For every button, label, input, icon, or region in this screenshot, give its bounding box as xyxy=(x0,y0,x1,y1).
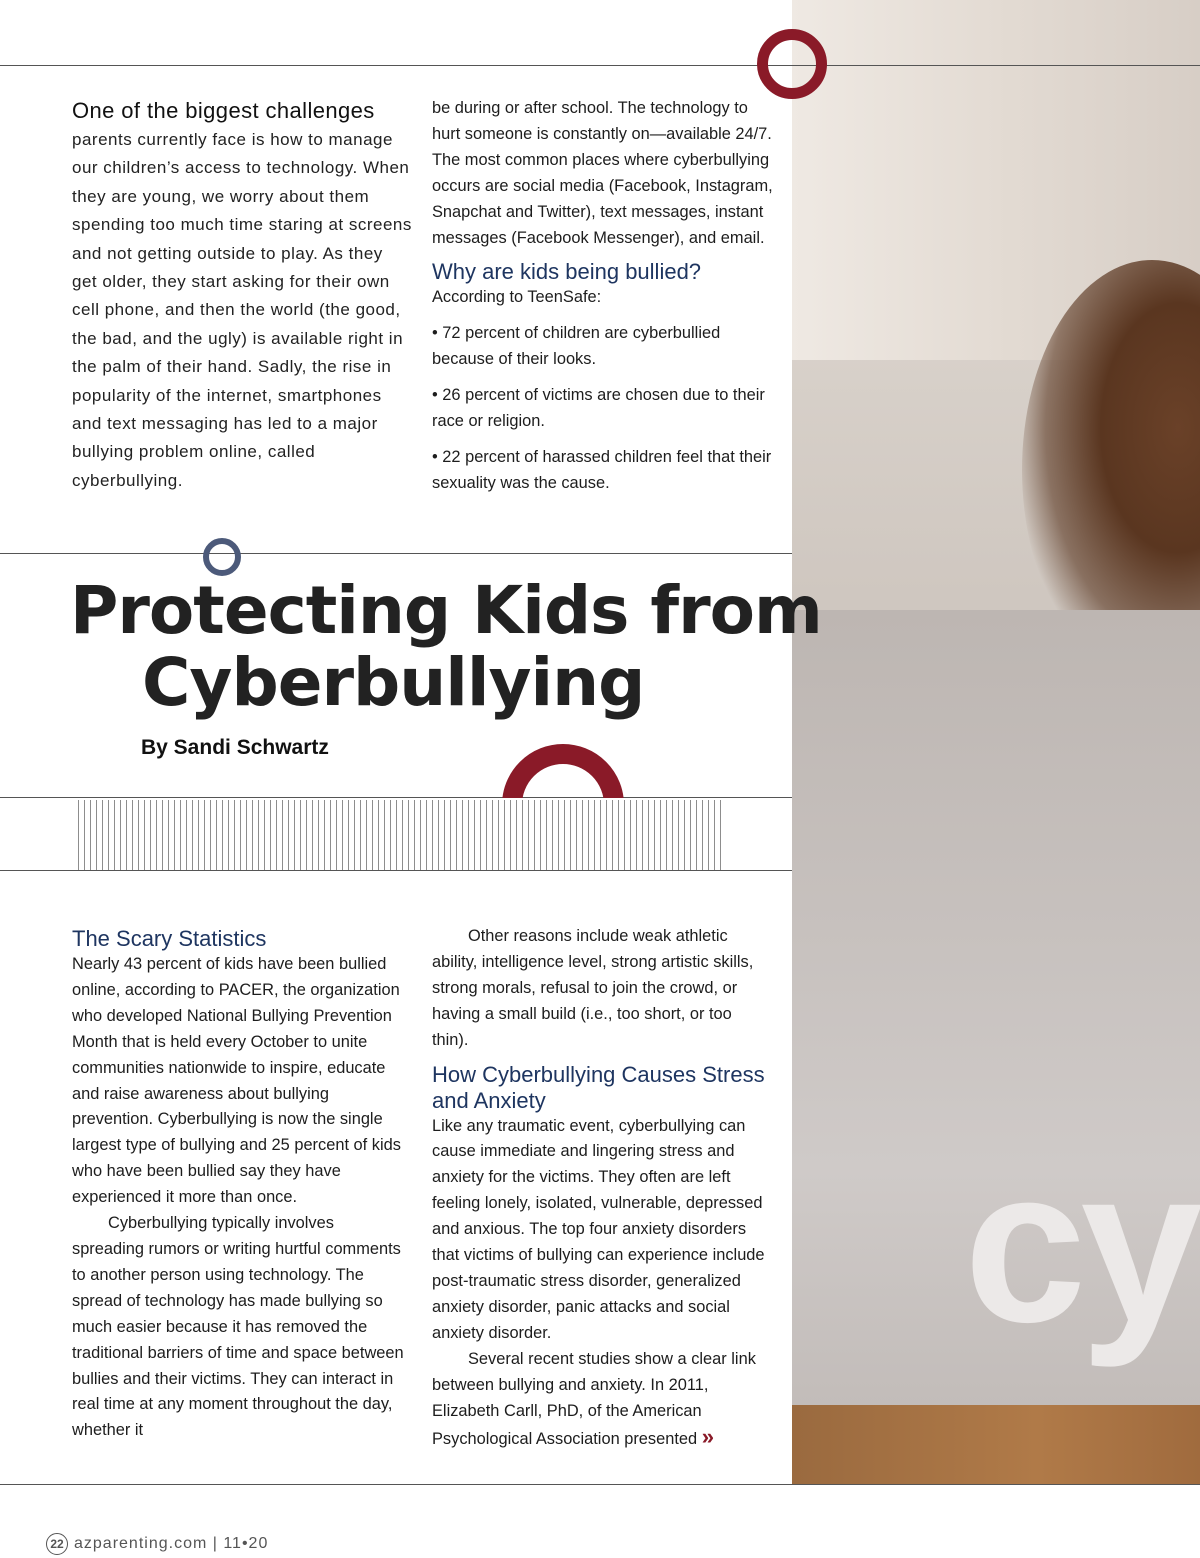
page-footer xyxy=(46,1533,268,1555)
footer-text: azparenting.com | 11•20 xyxy=(74,1535,269,1552)
ring-red-icon xyxy=(757,29,827,99)
rule-footer xyxy=(0,1484,1200,1485)
intro-paragraph xyxy=(72,96,412,495)
ring-blue-icon xyxy=(203,538,241,576)
page-number: 22 xyxy=(46,1533,68,1555)
bullet-item: • 72 percent of children are cyberbullied because of their looks. xyxy=(432,324,721,369)
rule-top xyxy=(0,65,1200,66)
continue-arrow-icon: » xyxy=(701,1424,714,1450)
studies-paragraph xyxy=(432,1347,768,1454)
rule-band-top xyxy=(0,797,792,798)
article-title xyxy=(70,572,822,721)
bullet-item: • 22 percent of harassed children feel that their sexuality was the cause. xyxy=(432,447,772,492)
title-line-2: Cyberbullying xyxy=(142,644,645,721)
photo-desk xyxy=(792,1405,1200,1485)
stress-anxiety-heading: How Cyberbullying Causes Stress and Anxiety xyxy=(432,1061,765,1113)
half-ring-icon xyxy=(502,744,624,798)
rule-band-bottom xyxy=(0,870,792,871)
other-reasons-paragraph: Other reasons include weak athletic ability, intelligence level, strong artistic skills, strong morals, refusal to join the crowd, or having a small build (i.e., too short, or too thin). xyxy=(432,927,754,1049)
title-line-1: Protecting Kids from xyxy=(70,572,822,649)
intro-lead: One of the biggest challenges xyxy=(72,98,375,123)
intro-body: parents currently face is how to manage our children’s access to technology. When they are young, we worry about them spending too much time staring at screens and not getting outside to play. As they get older, they start asking for their own cell phone, and then the world (the good, the bad, and the ugly) is available right in the palm of their hand. Sadly, the rise in popularity of the internet, smartphones and text messaging has led to a major bullying problem online, called cyberbullying. xyxy=(72,130,412,490)
bottom-right-column xyxy=(432,924,768,1453)
cyberbullying-paragraph: Cyberbullying typically involves spreading rumors or writing hurtful comments to another person using technology. The spread of technology has made bullying so much easier because it has removed the traditional barriers of time and space between bullies and their victims. They can interact in real time at any moment throughout the day, whether it xyxy=(72,1214,404,1440)
striped-band xyxy=(78,800,726,870)
traumatic-event-paragraph: Like any traumatic event, cyberbullying can cause immediate and lingering stress and anxiety for the victims. They often are left feeling lonely, isolated, vulnerable, depressed and anxious. The top four anxiety disorders that victims of bullying can experience include post-traumatic stress disorder, generalized anxiety disorder, panic attacks and social anxiety disorder. xyxy=(432,1116,765,1342)
bullet-item: • 26 percent of victims are chosen due to their race or religion. xyxy=(432,386,765,431)
why-bullied-heading: Why are kids being bullied? xyxy=(432,259,702,285)
top-right-paragraph: be during or after school. The technology to hurt someone is constantly on—available 24/7. The most common places where cyberbullying occurs are social media (Facebook, Instagram, Snapchat and Twitter), text messages, instant messages (Facebook Messenger), and email. xyxy=(432,99,773,247)
scary-statistics-heading: The Scary Statistics xyxy=(72,926,267,951)
rule-mid xyxy=(0,553,792,554)
statistics-paragraph: Nearly 43 percent of kids have been bullied online, according to PACER, the organization who developed National Bullying Prevention Month that is held every October to unite communities nationwide to inspire, educate and raise awareness about bullying prevention. Cyberbullying is now the single largest type of bullying and 25 percent of kids who have been bullied say they have experienced it more than once. xyxy=(72,955,401,1207)
top-right-column xyxy=(432,96,777,497)
hero-photo xyxy=(792,0,1200,1485)
byline: By Sandi Schwartz xyxy=(141,736,329,759)
bottom-left-column xyxy=(72,926,410,1444)
studies-text: Several recent studies show a clear link between bullying and anxiety. In 2011, Elizabeth Carll, PhD, of the American Psychological Association presented xyxy=(432,1349,756,1449)
teensafe-source: According to TeenSafe: xyxy=(432,288,602,307)
photo-overlay-text: cy xyxy=(964,1122,1197,1368)
